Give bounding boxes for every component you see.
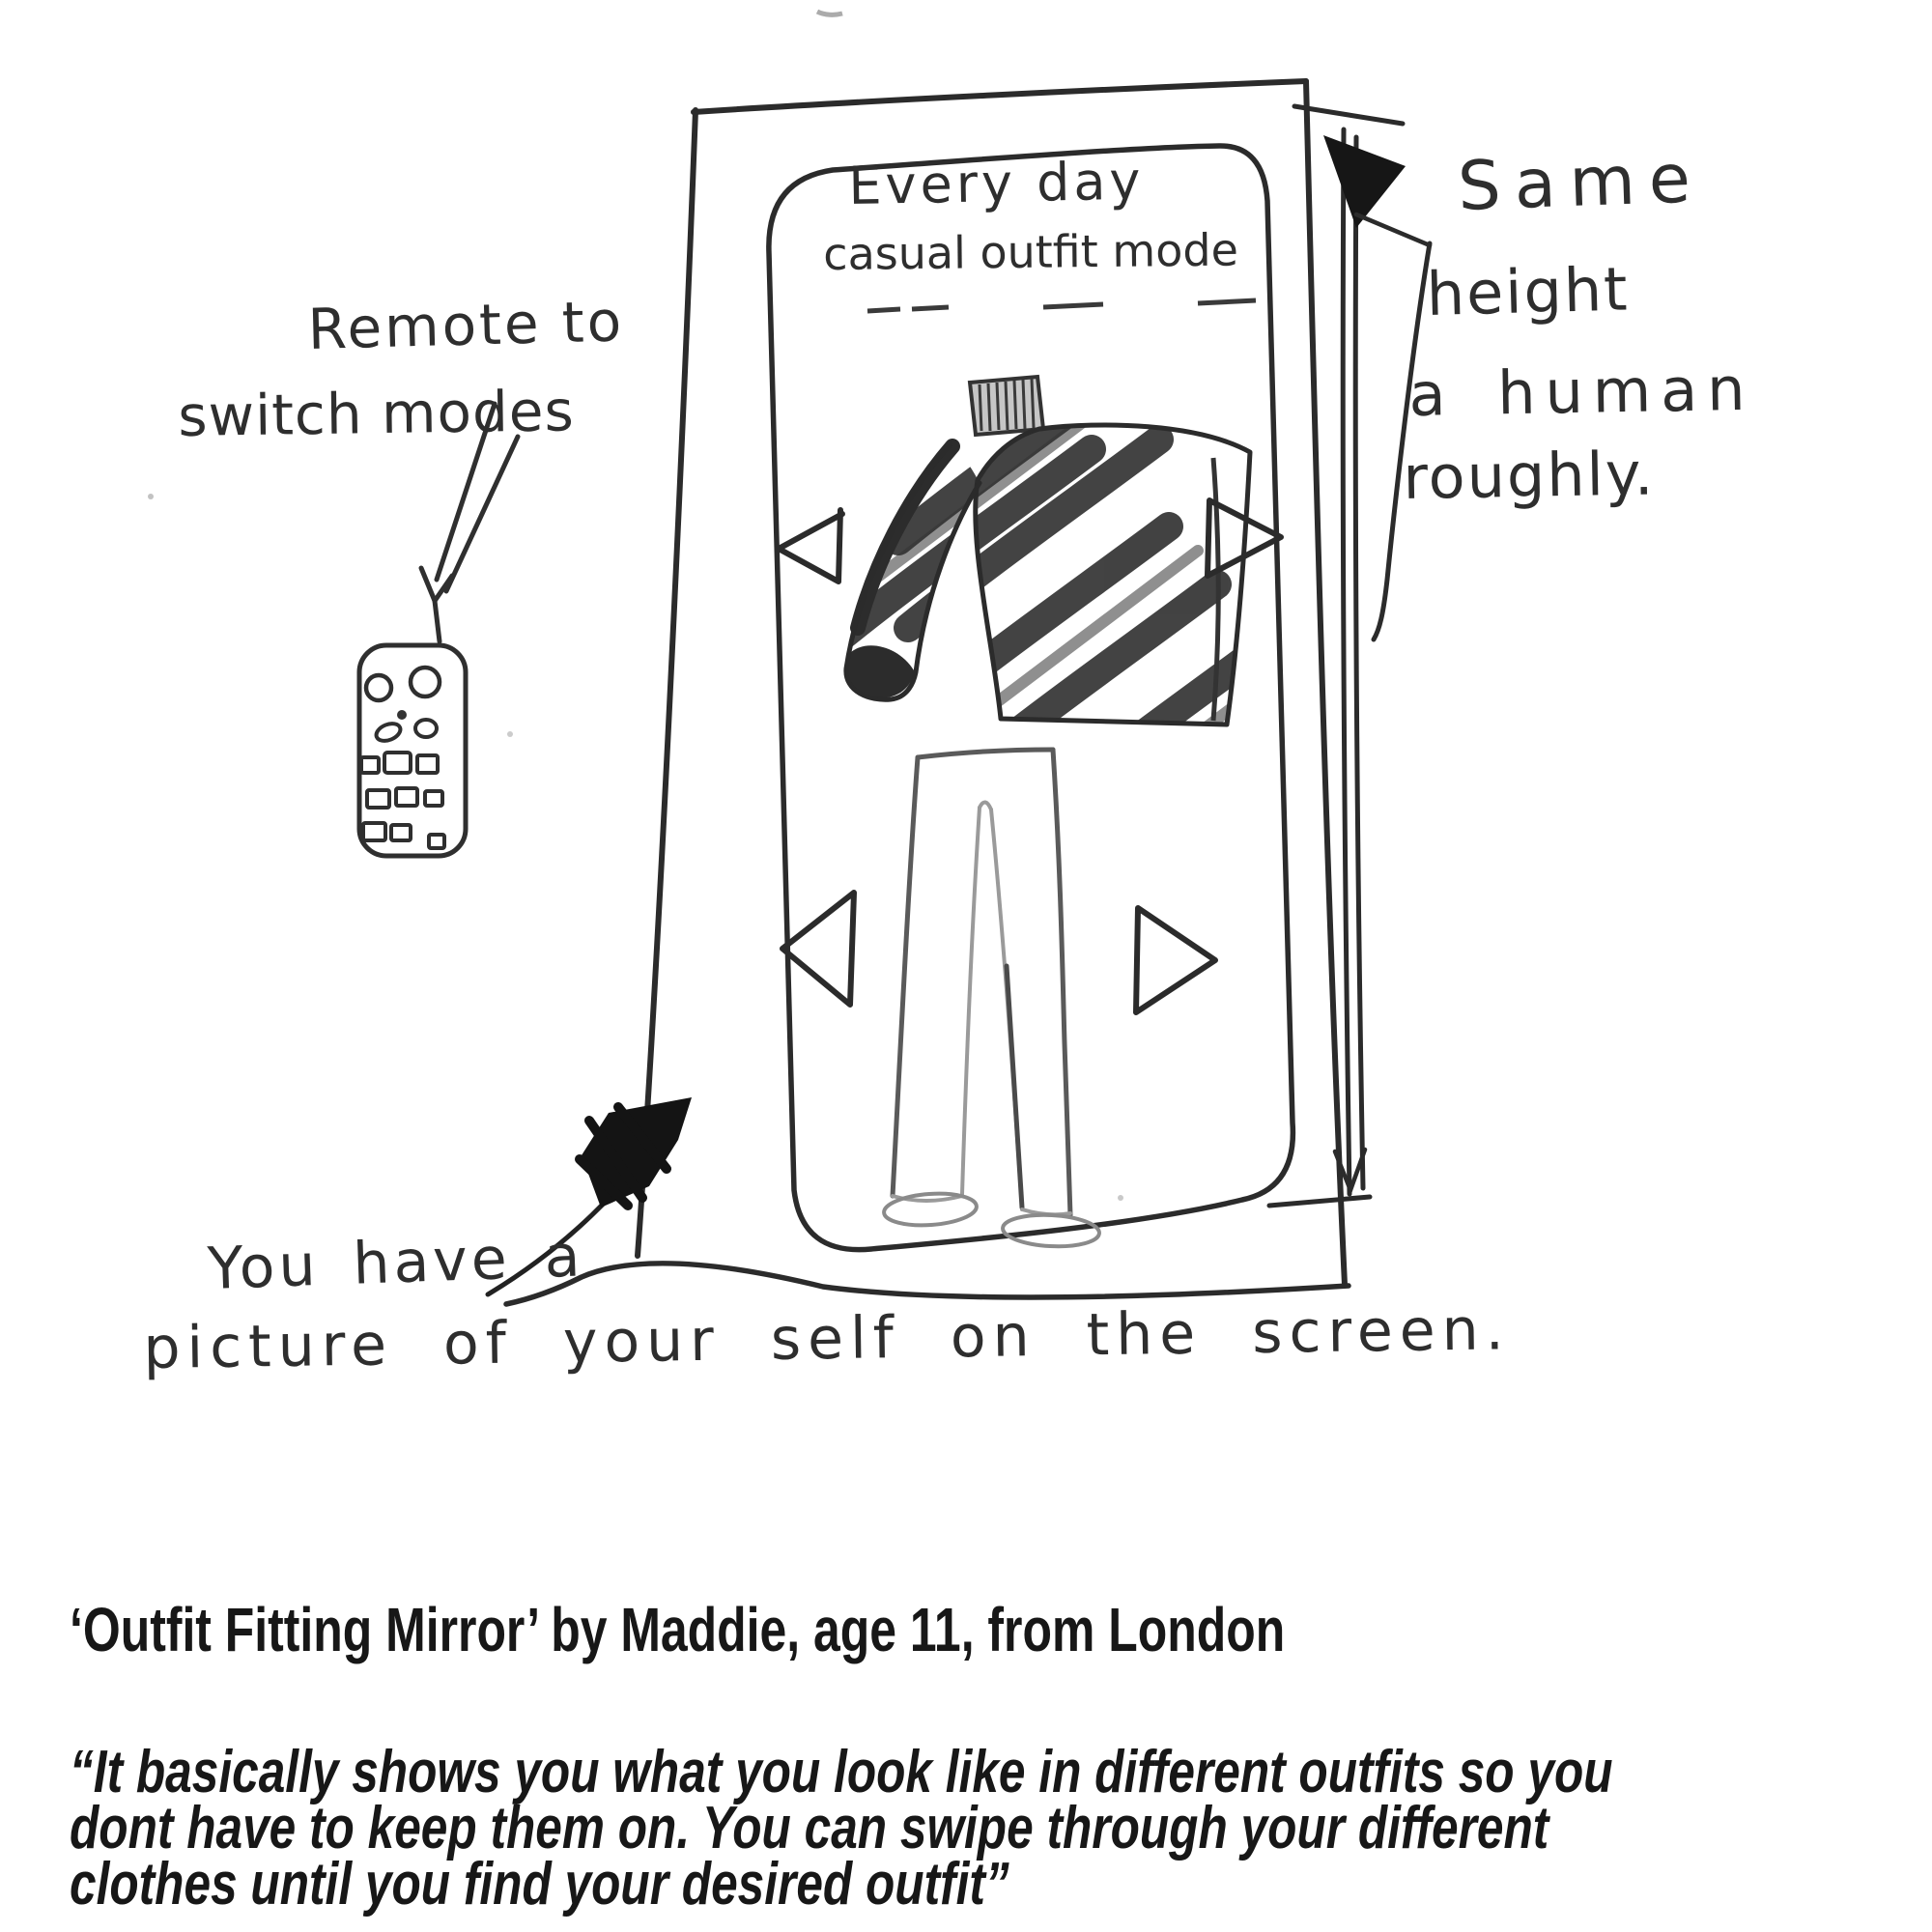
caption-title: ‘Outfit Fitting Mirror’ by Maddie, age 11, from London [70, 1595, 1286, 1664]
caption-quote-line3: clothes until you find your desired outfit” [70, 1851, 1009, 1918]
remote-drawing [359, 404, 518, 856]
caption-quote-line1: “It basically shows you what you look like in different outfits so you [70, 1739, 1613, 1805]
height-measurement [1269, 106, 1430, 1206]
height-label-line4: roughly. [1402, 438, 1656, 513]
underline-dash [1198, 300, 1256, 303]
arrowhead-tail [1356, 214, 1430, 245]
remote-button-oval [415, 720, 437, 737]
caption-quote [70, 1739, 1613, 1918]
height-label-line2: height [1425, 253, 1631, 329]
measurement-line-2 [1355, 137, 1363, 1188]
caption-block [70, 1594, 1905, 1918]
sweater-drawing [840, 353, 1372, 850]
mirror-frame-left-edge [638, 110, 696, 1256]
caption-quote-line2: dont have to keep them on. You can swipe through your different [70, 1795, 1549, 1861]
prev-outfit-arrow-top [779, 510, 842, 582]
mode-label-underline-dashes [867, 300, 1256, 311]
picture-label-line1: You have a [206, 1222, 585, 1303]
measurement-line-1 [1343, 129, 1350, 1194]
stray-pencil-mark [817, 12, 842, 14]
picture-label-line2: picture of your self on the screen. [142, 1295, 1512, 1382]
paper-speck [1118, 1195, 1123, 1201]
measurement-bottom-tick [1269, 1197, 1370, 1206]
mirror-mode-label-line2: casual outfit mode [822, 223, 1239, 280]
paper-speck [148, 494, 154, 499]
measurement-arrowhead-up-icon [1323, 135, 1406, 228]
trousers-left-inner [962, 808, 980, 1194]
trousers-inner-shading [1007, 966, 1022, 1208]
remote-label-line1: Remote to [306, 288, 625, 362]
remote-button-grid [361, 753, 444, 848]
mirror-base-line [506, 1264, 1349, 1304]
remote-button-oval [374, 721, 403, 745]
remote-button-dot [397, 710, 407, 720]
remote-button-round [366, 675, 391, 700]
mirror-frame-right-edge [1306, 81, 1345, 1285]
trousers-drawing [883, 750, 1100, 1249]
trousers-right-outer [1053, 750, 1070, 1215]
measurement-top-tick [1294, 106, 1403, 124]
trousers-left-outer [893, 757, 918, 1196]
underline-dash [1043, 304, 1103, 307]
mirror-frame-top-edge [694, 81, 1306, 112]
trousers-crotch [980, 802, 991, 810]
height-label-line3: a human [1407, 353, 1756, 430]
next-outfit-arrow-bottom [1136, 908, 1215, 1012]
remote-button-round [411, 668, 440, 696]
trousers-waist [918, 750, 1053, 757]
height-label-line1: Same [1456, 138, 1706, 226]
remote-label-line2: switch modes [177, 378, 576, 449]
arrow-tail [435, 601, 440, 641]
mirror-mode-label-line1: Every day [847, 150, 1145, 216]
underline-dash [867, 307, 949, 311]
prev-outfit-arrow-bottom [782, 893, 854, 1005]
paper-speck [507, 731, 513, 737]
